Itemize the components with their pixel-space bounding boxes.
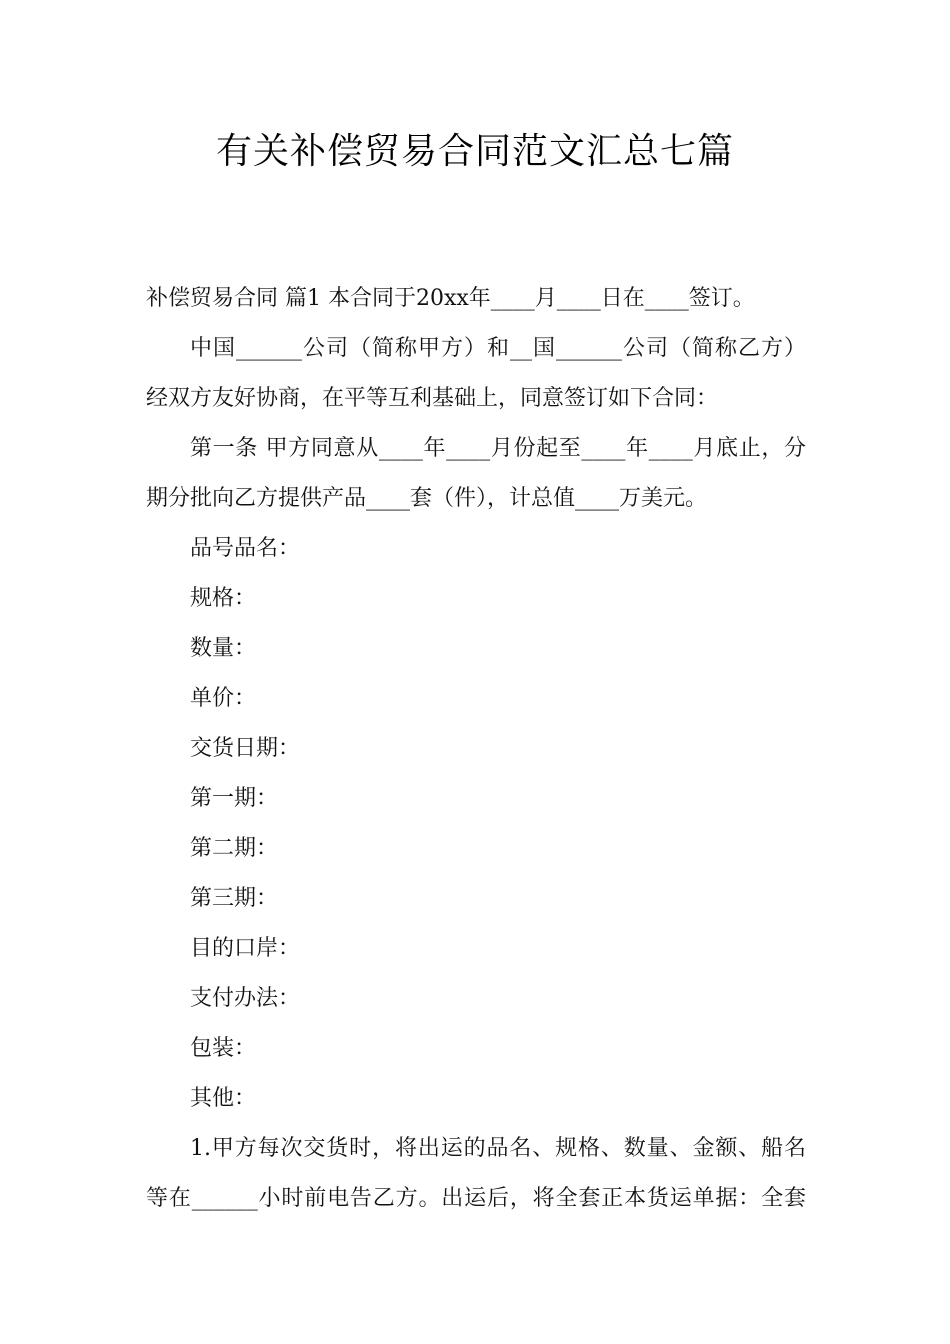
document-body bbox=[146, 274, 806, 1224]
text-line: 其他： bbox=[190, 1086, 257, 1111]
text-line: 等在______小时前电告乙方。出运后，将全套正本货运单据：全套 bbox=[146, 1186, 806, 1211]
text-line: 第三期： bbox=[190, 886, 279, 911]
text-line: 期分批向乙方提供产品____套（件），计总值____万美元。 bbox=[146, 486, 708, 511]
text-line: 第二期： bbox=[190, 836, 279, 861]
text-line: 交货日期： bbox=[190, 736, 301, 761]
text-line: 单价： bbox=[190, 686, 257, 711]
text-line: 1.甲方每次交货时，将出运的品名、规格、数量、金额、船名 bbox=[190, 1136, 806, 1161]
text-line: 品号品名： bbox=[190, 536, 301, 561]
text-line: 第一期： bbox=[190, 786, 279, 811]
document-title: 有关补偿贸易合同范文汇总七篇 bbox=[215, 131, 734, 172]
text-line: 包装： bbox=[190, 1036, 257, 1061]
text-line: 经双方友好协商，在平等互利基础上，同意签订如下合同： bbox=[146, 386, 719, 411]
text-line: 第一条 甲方同意从____年____月份起至____年____月底止，分 bbox=[190, 436, 806, 461]
text-line: 支付办法： bbox=[190, 986, 301, 1011]
text-line: 中国______公司（简称甲方）和__国______公司（简称乙方） bbox=[190, 336, 806, 361]
text-line: 目的口岸： bbox=[190, 936, 301, 961]
text-line: 数量： bbox=[190, 636, 257, 661]
text-line: 补偿贸易合同 篇1 本合同于20xx年____月____日在____签订。 bbox=[146, 286, 755, 311]
text-line: 规格： bbox=[190, 586, 257, 611]
